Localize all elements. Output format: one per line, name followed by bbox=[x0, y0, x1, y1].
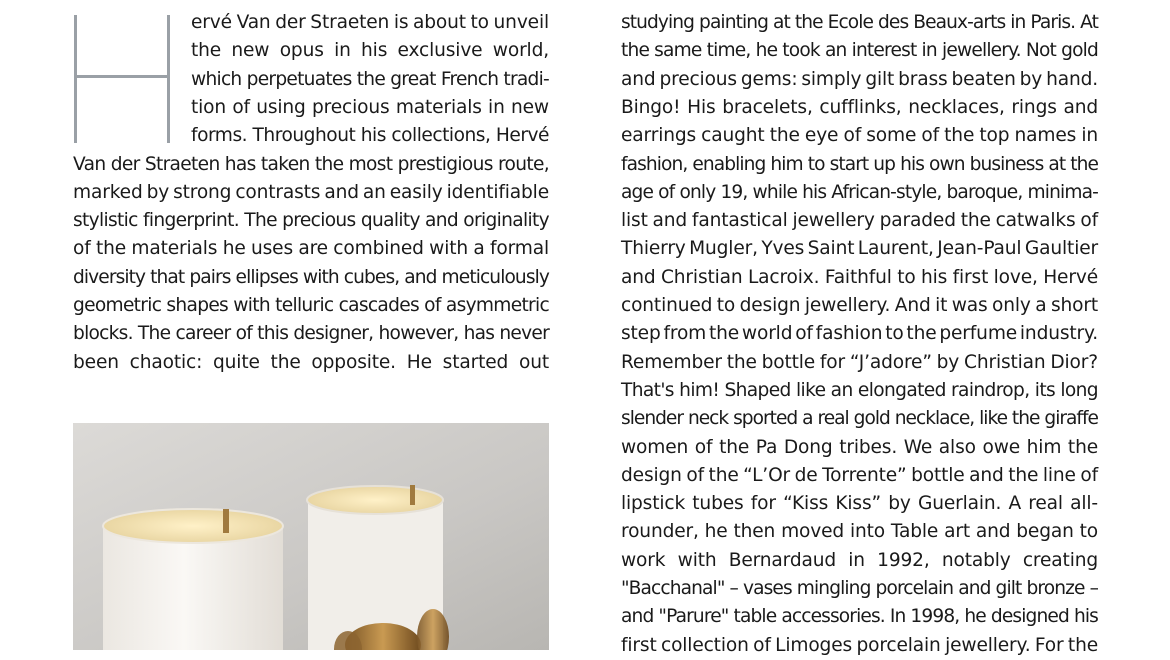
article-line: blocks. The career of this designer, however, has never bbox=[73, 323, 549, 345]
article-line: forms. Throughout his collections, Hervé bbox=[191, 125, 549, 147]
article-line: of the materials he uses are combined with a formal bbox=[73, 238, 549, 260]
article-line: list and fantastical jewellery paraded the catwalks of bbox=[621, 210, 1098, 232]
article-line: That's him! Shaped like an elongated raindrop, its long bbox=[621, 379, 1098, 401]
article-line: been chaotic: quite the opposite. He started out bbox=[73, 351, 549, 373]
article-line: lipstick tubes for “Kiss Kiss” by Guerlain. A real all- bbox=[621, 493, 1098, 515]
article-line: slender neck sported a real gold necklace, like the giraffe bbox=[621, 408, 1098, 430]
article-line: Remember the bottle for “J’adore” by Christian Dior? bbox=[621, 351, 1098, 373]
article-line: step from the world of fashion to the perfume industry. bbox=[621, 323, 1098, 345]
article-line: rounder, he then moved into Table art and began to bbox=[621, 521, 1098, 543]
drop-cap-letter bbox=[73, 15, 171, 143]
article-line: diversity that pairs ellipses with cubes, and meticulously bbox=[73, 266, 549, 288]
article-line: design of the “L’Or de Torrente” bottle and the line of bbox=[621, 464, 1098, 486]
article-line: the new opus in his exclusive world, bbox=[191, 40, 549, 62]
article-line: earrings caught the eye of some of the top names in bbox=[621, 125, 1098, 147]
article-line: and "Parure" table accessories. In 1998, he designed his bbox=[621, 606, 1098, 628]
article-line: continued to design jewellery. And it was only a short bbox=[621, 295, 1098, 316]
front-lamp-finial bbox=[223, 509, 229, 533]
lamp-photo bbox=[73, 423, 549, 650]
article-line: work with Bernardaud in 1992, notably creating bbox=[621, 549, 1098, 571]
article-line: and precious gems: simply gilt brass beaten by hand. bbox=[621, 68, 1098, 90]
article-line: the same time, he took an interest in jewellery. Not gold bbox=[621, 40, 1098, 62]
article-line: tion of using precious materials in new bbox=[191, 96, 549, 118]
article-line: first collection of Limoges porcelain jewellery. For the bbox=[621, 634, 1098, 656]
front-lamp-shade-side bbox=[103, 526, 283, 650]
article-line: which perpetuates the great French tradi- bbox=[191, 68, 549, 90]
back-lamp-finial bbox=[410, 485, 415, 505]
article-line: stylistic fingerprint. The precious quality and originality bbox=[73, 210, 549, 232]
article-line: women of the Pa Dong tribes. We also owe him the bbox=[621, 436, 1098, 458]
article-line: studying painting at the Ecole des Beaux-arts in Paris. At bbox=[621, 12, 1098, 33]
article-line: Thierry Mugler, Yves Saint Laurent, Jean-Paul Gaultier bbox=[621, 238, 1098, 260]
article-line: ervé Van der Straeten is about to unveil bbox=[191, 12, 549, 33]
article-line: marked by strong contrasts and an easily identifiable bbox=[73, 181, 549, 203]
article-line: age of only 19, while his African-style, baroque, minima- bbox=[621, 181, 1098, 203]
article-line: geometric shapes with telluric cascades of asymmetric bbox=[73, 295, 549, 316]
article-line: Bingo! His bracelets, cufflinks, necklaces, rings and bbox=[621, 96, 1098, 118]
article-line: and Christian Lacroix. Faithful to his first love, Hervé bbox=[621, 266, 1098, 288]
article-line: fashion, enabling him to start up his own business at the bbox=[621, 153, 1098, 175]
article-line: Van der Straeten has taken the most prestigious route, bbox=[73, 153, 549, 175]
article-line: "Bacchanal" – vases mingling porcelain and gilt bronze – bbox=[621, 578, 1098, 599]
